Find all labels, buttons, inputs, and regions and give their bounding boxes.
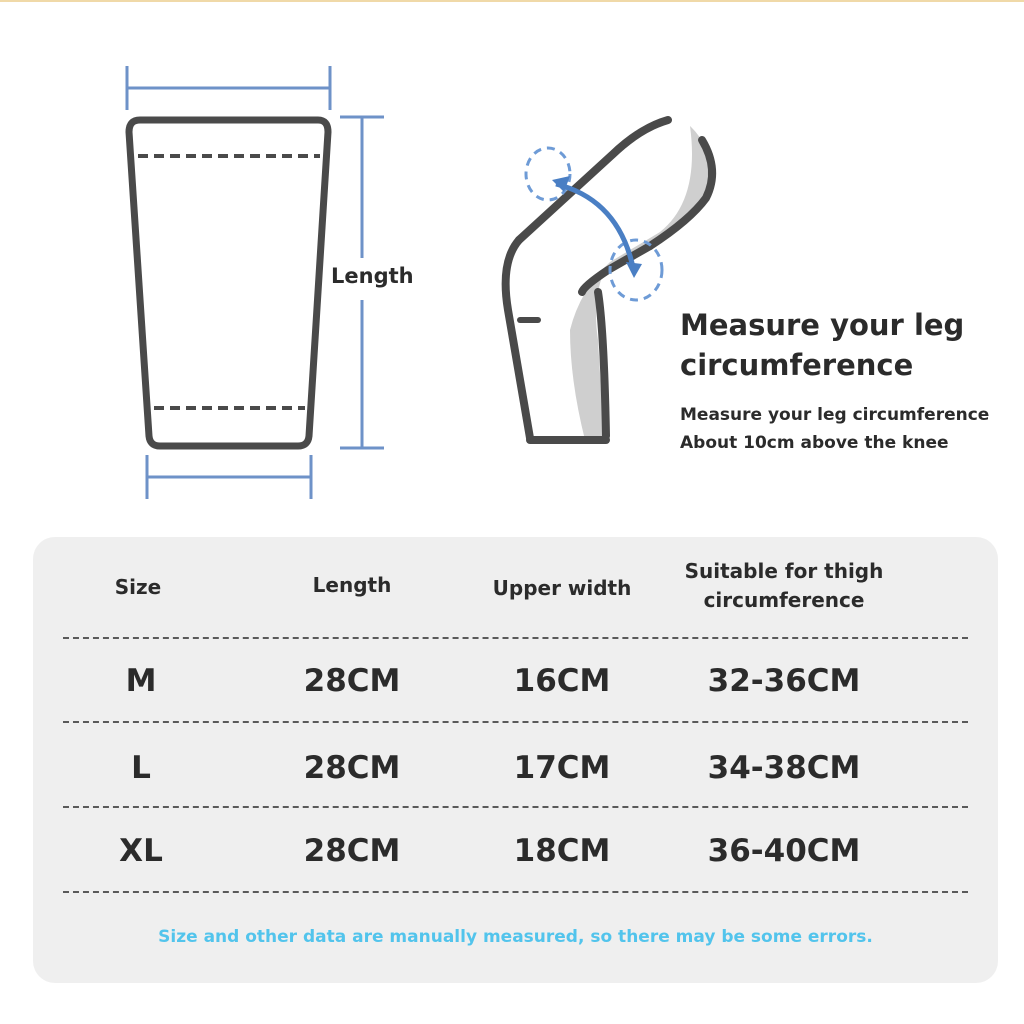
row-m-thigh: 32-36CM: [707, 663, 861, 699]
header-size: Size: [114, 575, 162, 599]
row-xl-thigh: 36-40CM: [707, 833, 861, 869]
measure-instructions: [680, 401, 989, 457]
header-thigh-line2: circumference: [703, 588, 865, 612]
row-m-upper-width: 16CM: [513, 663, 611, 699]
row-m-size: M: [125, 663, 157, 699]
leg-diagram: [506, 120, 712, 440]
measure-instruction-line1: Measure your leg circumference: [680, 405, 990, 425]
header-thigh: [664, 557, 904, 615]
measure-instruction-line2: About 10cm above the knee: [680, 433, 949, 453]
row-xl-upper-width: 18CM: [513, 833, 611, 869]
row-l-size: L: [131, 750, 151, 786]
table-divider: [63, 891, 968, 893]
header-thigh-line1: Suitable for thigh: [684, 559, 884, 583]
row-l-length: 28CM: [303, 750, 401, 786]
measurement-note: Size and other data are manually measured, so there may be some errors.: [158, 927, 873, 947]
measure-title: [680, 305, 964, 385]
row-l-thigh: 34-38CM: [707, 750, 861, 786]
row-l-upper-width: 17CM: [513, 750, 611, 786]
header-length: Length: [312, 573, 392, 597]
header-upper-width: Upper width: [492, 576, 632, 600]
row-xl-size: XL: [119, 833, 163, 869]
measure-title-line1: Measure your leg: [680, 308, 965, 342]
measure-title-line2: circumference: [680, 348, 914, 382]
table-divider: [63, 721, 968, 723]
row-xl-length: 28CM: [303, 833, 401, 869]
row-m-length: 28CM: [303, 663, 401, 699]
table-divider: [63, 806, 968, 808]
table-divider: [63, 637, 968, 639]
length-label: Length: [331, 264, 414, 288]
